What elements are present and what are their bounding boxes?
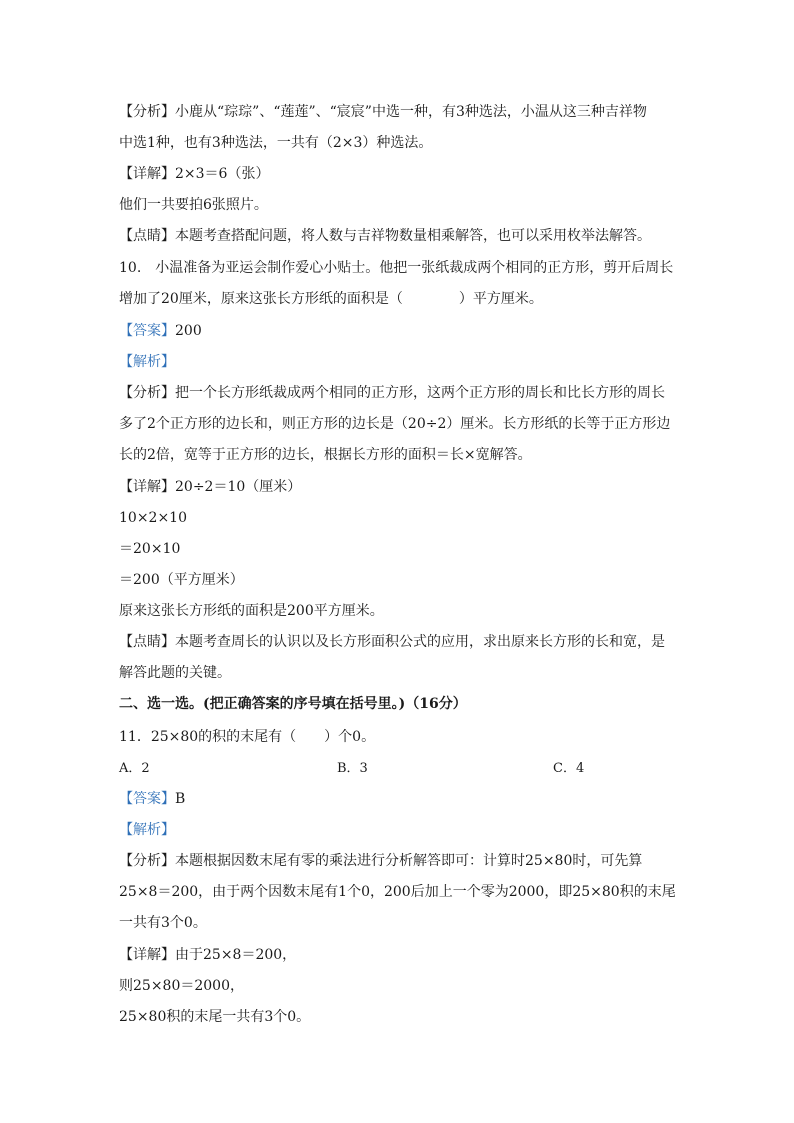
q9-comment: 【点睛】本题考查搭配问题，将人数与吉祥物数量相乘解答，也可以采用枚举法解答。 [119, 228, 651, 244]
q11-option-a: A．2 [119, 761, 150, 776]
q10-comment-line-1: 【点睛】本题考查周长的认识以及长方形面积公式的应用，求出原来长方形的长和宽，是 [119, 634, 665, 650]
q9-analysis-line-1: 【分析】小鹿从“琮琮”、“莲莲”、“宸宸”中选一种，有3种选法，小温从这三种吉祥物 [119, 104, 647, 120]
answer-value: B [175, 791, 186, 807]
q10-detail-line-1: 【详解】20÷2＝10（厘米） [119, 479, 302, 495]
q11-analysis-line-3: 一共有3个0。 [119, 915, 207, 931]
q10-jiexi-label: 【解析】 [119, 354, 175, 370]
q11-stem: 11．25×80的积的末尾有（ ）个0。 [119, 729, 376, 745]
answer-value: 200 [175, 323, 202, 339]
q11-answer [119, 789, 185, 809]
q10-analysis-line-3: 长的2倍，宽等于正方形的边长，根据长方形的面积＝长×宽解答。 [119, 447, 532, 463]
q11-analysis-line-2: 25×8＝200，由于两个因数末尾有1个0，200后加上一个零为2000，即25×80积的末尾 [119, 884, 676, 900]
q11-detail-line-2: 则25×80＝2000， [119, 978, 244, 994]
q10-stem-line-1: 10. 小温准备为亚运会制作爱心小贴士。他把一张纸裁成两个相同的正方形，剪开后周长 [119, 260, 674, 276]
q11-option-c: C．4 [553, 761, 585, 776]
q11-analysis-line-1: 【分析】本题根据因数末尾有零的乘法进行分析解答即可：计算时25×80时，可先算 [119, 853, 643, 869]
q10-detail-line-3: ＝20×10 [119, 541, 181, 557]
q9-detail: 【详解】2×3＝6（张） [119, 166, 270, 182]
q11-detail-line-3: 25×80积的末尾一共有3个0。 [119, 1009, 311, 1025]
q11-detail-line-1: 【详解】由于25×8＝200， [119, 947, 297, 963]
q10-detail-line-4: ＝200（平方厘米） [119, 572, 244, 588]
answer-label: 【答案】 [119, 323, 175, 339]
section-2-heading: 二、选一选。(把正确答案的序号填在括号里。)（16分） [119, 696, 467, 712]
q10-analysis-line-2: 多了2个正方形的边长和，则正方形的边长是（20÷2）厘米。长方形纸的长等于正方形边 [119, 416, 671, 432]
q10-analysis-line-1: 【分析】把一个长方形纸裁成两个相同的正方形，这两个正方形的周长和比长方形的周长 [119, 385, 665, 401]
q10-comment-line-2: 解答此题的关键。 [119, 665, 231, 681]
q11-option-b: B．3 [337, 761, 368, 776]
q10-stem-line-2: 增加了20厘米，原来这张长方形纸的面积是（ ）平方厘米。 [119, 291, 543, 307]
q11-jiexi-label: 【解析】 [119, 822, 175, 838]
q10-answer [119, 321, 202, 341]
q10-detail-line-2: 10×2×10 [119, 510, 187, 526]
q9-conclusion: 他们一共要拍6张照片。 [119, 197, 268, 213]
q10-conclusion: 原来这张长方形纸的面积是200平方厘米。 [119, 603, 384, 619]
answer-label: 【答案】 [119, 791, 175, 807]
q9-analysis-line-2: 中选1种，也有3种选法，一共有（2×3）种选法。 [119, 135, 433, 151]
